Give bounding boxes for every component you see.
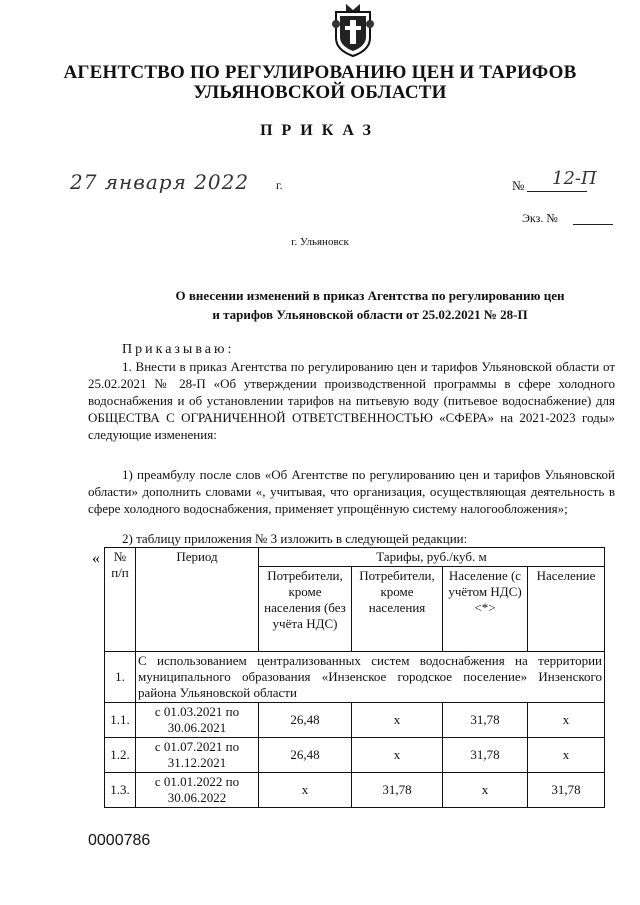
table-row (105, 773, 605, 808)
row-period: с 01.01.2022 по 30.06.2022 (136, 773, 259, 808)
tariff-table (104, 547, 605, 808)
document-type: ПРИКАЗ (260, 122, 380, 139)
row-value-1: 26,48 (259, 703, 352, 738)
paragraph-2: 1) преамбулу после слов «Об Агентстве по регулированию цен и тарифов Ульяновской области» дополнить словами «, учитывая, что организация, осуществляющая деятельность в сфере холодного водоснабжения, применяет упрощённую систему налогообложения»; (88, 467, 615, 516)
agency-name-line2: УЛЬЯНОВСКОЙ ОБЛАСТИ (193, 82, 447, 103)
table-section-row (105, 652, 605, 703)
row-num: 1.2. (105, 738, 136, 773)
subheader-4: Население (528, 567, 605, 652)
row-num: 1.3. (105, 773, 136, 808)
copy-label: Экз. № (522, 211, 558, 225)
table-header-row (105, 548, 605, 567)
document-code: 0000786 (88, 832, 151, 849)
date-suffix: г. (276, 178, 283, 192)
row-value-2: х (352, 703, 443, 738)
row-value-1: х (259, 773, 352, 808)
section-text: С использованием централизованных систем водоснабжения на территории муниципального образования «Инзенское городское поселение» Инзенского района Ульяновской области (136, 652, 605, 703)
row-value-3: 31,78 (443, 738, 528, 773)
row-value-3: х (443, 773, 528, 808)
number-label: № (512, 178, 525, 193)
subheader-1: Потребители, кроме населения (без учёта НДС) (259, 567, 352, 652)
order-number: 12-П (552, 168, 597, 189)
table-row (105, 738, 605, 773)
opening-quote: « (92, 550, 100, 567)
number-underline (527, 191, 587, 192)
subject-line1: О внесении изменений в приказ Агентства по регулированию цен (175, 288, 565, 303)
header-tariffs: Тарифы, руб./куб. м (259, 548, 605, 567)
copy-underline (573, 224, 613, 225)
row-value-3: 31,78 (443, 703, 528, 738)
coat-of-arms-emblem (330, 2, 376, 58)
row-value-2: 31,78 (352, 773, 443, 808)
section-num: 1. (105, 652, 136, 703)
order-word: Приказываю: (122, 342, 235, 357)
row-value-4: х (528, 703, 605, 738)
header-period: Период (136, 548, 259, 652)
row-period: с 01.07.2021 по 31.12.2021 (136, 738, 259, 773)
row-period: с 01.03.2021 по 30.06.2021 (136, 703, 259, 738)
subject-line2: и тарифов Ульяновской области от 25.02.2021 № 28-П (212, 307, 528, 322)
header-num: № п/п (105, 548, 136, 652)
paragraph-3: 2) таблицу приложения № 3 изложить в следующей редакции: (122, 531, 468, 546)
subheader-3: Население (с учётом НДС)<*> (443, 567, 528, 652)
row-value-4: х (528, 738, 605, 773)
row-num: 1.1. (105, 703, 136, 738)
date-handwriting: 27 января 2022 (70, 170, 250, 194)
city: г. Ульяновск (291, 236, 349, 248)
row-value-2: х (352, 738, 443, 773)
agency-name-line1: АГЕНТСТВО ПО РЕГУЛИРОВАНИЮ ЦЕН И ТАРИФОВ (63, 62, 577, 83)
row-value-4: 31,78 (528, 773, 605, 808)
subheader-2: Потребители, кроме населения (352, 567, 443, 652)
handwritten-date (70, 170, 280, 194)
paragraph-1: 1. Внести в приказ Агентства по регулированию цен и тарифов Ульяновской области от 25.02.2021 № 28-П «Об утверждении производственной программы в сфере холодного водоснабжения и об установлении тарифов на питьевую воду (питьевое водоснабжение) для ОБЩЕСТВА С ОГРАНИЧЕННОЙ ОТВЕТСТВЕННОСТЬЮ «СФЕРА» на 2021-2023 годы» следующие изменения: (88, 359, 615, 442)
row-value-1: 26,48 (259, 738, 352, 773)
table-row (105, 703, 605, 738)
